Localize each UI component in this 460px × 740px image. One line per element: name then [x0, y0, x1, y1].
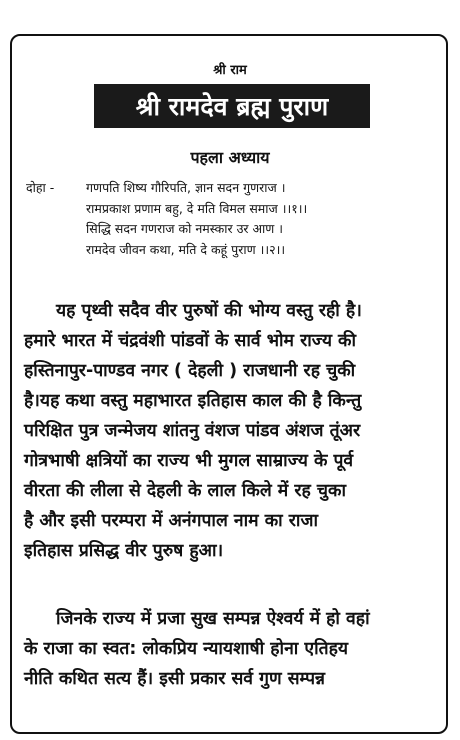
- doha-line-text: रामदेव जीवन कथा, मति दे कहूं पुराण ।।२।।: [86, 241, 286, 257]
- paragraph-2: [24, 604, 440, 694]
- page-title-text: श्री रामदेव ब्रह्म पुराण: [135, 92, 329, 121]
- doha-label: दोहा -: [26, 180, 55, 195]
- page-title: [94, 84, 370, 128]
- paragraph-line: नीति कथित सत्य हैं। इसी प्रकार सर्व गुण सम्पन्न: [24, 669, 326, 689]
- paragraph-line: हस्तिनापुर-पाण्डव नगर ( देहली ) राजधानी रह चुकी: [24, 361, 356, 381]
- doha-block: [26, 178, 426, 260]
- paragraph-line: परिक्षित पुत्र जन्मेजय शांतनु वंशज पांडव अंशज तूंअर: [24, 421, 361, 441]
- doha-line-text: गणपति शिष्य गौरिपति, ज्ञान सदन गुणराज ।: [86, 180, 286, 195]
- doha-line: [26, 178, 426, 199]
- chapter-heading: पहला अध्याय: [190, 148, 270, 167]
- paragraph-line: जिनके राज्य में प्रजा सुख सम्पन्न ऐश्वर्य में हो वहां: [56, 609, 370, 629]
- paragraph-line: वीरता की लीला से देहली के लाल किले में रह चुका: [24, 481, 346, 501]
- paragraph-1: [24, 296, 440, 566]
- doha-line: [26, 199, 426, 220]
- paragraph-line: गोत्रभाषी क्षत्रियों का राज्य भी मुगल साम्राज्य के पूर्व: [24, 451, 354, 471]
- top-label: श्री राम: [213, 63, 247, 78]
- paragraph-line: है।यह कथा वस्तु महाभारत इतिहास काल की है किन्तु: [24, 391, 362, 411]
- doha-line-text: सिद्धि सदन गणराज को नमस्कार उर आण ।: [86, 221, 284, 236]
- doha-line: [26, 219, 426, 240]
- paragraph-line: के राजा का स्वत: लोकप्रिय न्यायशाषी होना एतिहय: [24, 639, 349, 659]
- paragraph-line: इतिहास प्रसिद्ध वीर पुरुष हुआ।: [24, 541, 224, 561]
- paragraph-line: हमारे भारत में चंद्रवंशी पांडवों के सार्व भोम राज्य की: [24, 331, 357, 351]
- paragraph-line: है और इसी परम्परा में अनंगपाल नाम का राजा: [24, 511, 318, 531]
- doha-line: [26, 240, 426, 261]
- doha-line-text: रामप्रकाश प्रणाम बहु, दे मति विमल समाज ।।१।।: [86, 200, 308, 216]
- paragraph-line: यह पृथ्वी सदैव वीर पुरुषों की भोग्य वस्तु रही है।: [56, 301, 362, 321]
